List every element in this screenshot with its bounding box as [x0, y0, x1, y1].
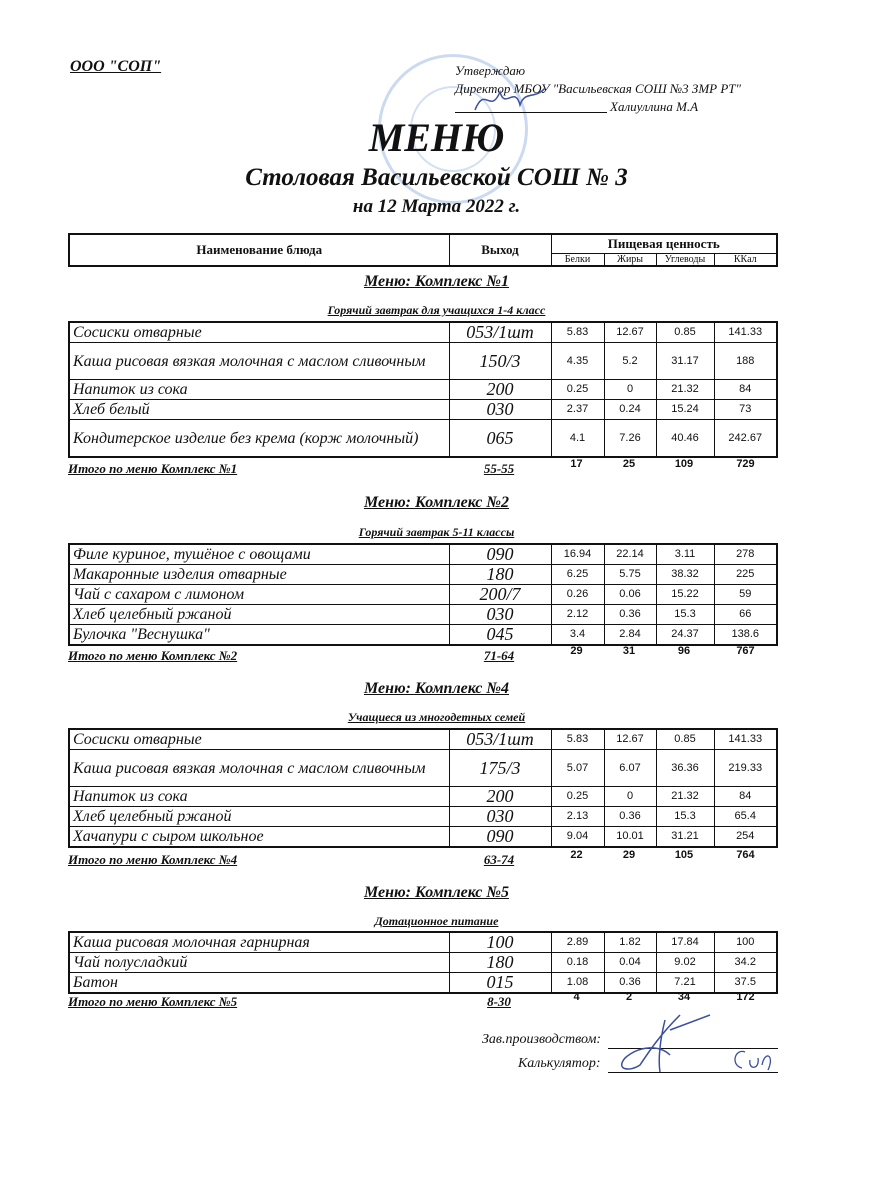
dish-protein: 0.18 — [551, 953, 604, 973]
dish-protein: 5.83 — [551, 322, 604, 343]
table-row — [69, 807, 777, 827]
dish-name: Кондитерское изделие без крема (корж молочный) — [69, 420, 449, 458]
dish-fat: 0 — [604, 787, 656, 807]
table-row — [69, 343, 777, 380]
dish-fat: 5.2 — [604, 343, 656, 380]
dish-fat: 0.06 — [604, 585, 656, 605]
dish-fat: 22.14 — [604, 544, 656, 565]
dish-fat: 2.84 — [604, 625, 656, 646]
director-title: Директор МБОУ "Васильевская СОШ №3 ЗМР РТ" — [455, 81, 741, 96]
total-output: 71-64 — [483, 648, 515, 663]
dish-kcal: 254 — [714, 827, 777, 848]
dish-fat: 0 — [604, 380, 656, 400]
dish-carbs: 31.21 — [656, 827, 714, 848]
dish-protein: 4.1 — [551, 420, 604, 458]
total-carbs: 34 — [677, 991, 691, 1003]
signatures-handwriting — [600, 1010, 780, 1080]
section-subtitle: Дотационное питание — [374, 914, 499, 928]
total-kcal: 729 — [736, 458, 755, 470]
dish-fat: 6.07 — [604, 750, 656, 787]
table-row — [69, 380, 777, 400]
dish-name: Макаронные изделия отварные — [69, 565, 449, 585]
dish-carbs: 36.36 — [656, 750, 714, 787]
dish-output: 150/3 — [449, 343, 551, 380]
total-kcal: 764 — [736, 849, 755, 861]
table-row — [69, 322, 777, 343]
total-fat: 29 — [622, 849, 636, 861]
dish-kcal: 73 — [714, 400, 777, 420]
total-protein: 17 — [570, 458, 583, 470]
dish-carbs: 24.37 — [656, 625, 714, 646]
dishes-table — [68, 543, 778, 646]
table-row — [69, 544, 777, 565]
table-row — [69, 953, 777, 973]
section-total — [68, 645, 778, 664]
dish-output: 030 — [449, 605, 551, 625]
dish-kcal: 225 — [714, 565, 777, 585]
dish-protein: 4.35 — [551, 343, 604, 380]
dish-fat: 7.26 — [604, 420, 656, 458]
table-row — [69, 625, 777, 646]
total-protein: 4 — [573, 991, 580, 1003]
dish-fat: 5.75 — [604, 565, 656, 585]
page-title: МЕНЮ — [368, 115, 505, 160]
dish-output: 200 — [449, 787, 551, 807]
dish-output: 200/7 — [449, 585, 551, 605]
dish-name: Чай с сахаром с лимоном — [69, 585, 449, 605]
dish-carbs: 7.21 — [656, 973, 714, 994]
approval-label: Утверждаю — [455, 63, 526, 78]
total-fat: 25 — [622, 458, 636, 470]
dish-kcal: 66 — [714, 605, 777, 625]
section-title: Меню: Комплекс №1 — [363, 273, 510, 290]
total-carbs: 105 — [674, 849, 694, 861]
dish-protein: 6.25 — [551, 565, 604, 585]
dish-carbs: 15.24 — [656, 400, 714, 420]
dish-carbs: 9.02 — [656, 953, 714, 973]
dishes-table — [68, 321, 778, 458]
dish-protein: 0.25 — [551, 380, 604, 400]
total-kcal: 767 — [736, 645, 755, 657]
dish-protein: 1.08 — [551, 973, 604, 994]
dish-protein: 2.13 — [551, 807, 604, 827]
dish-output: 180 — [449, 953, 551, 973]
dish-name: Хлеб целебный ржаной — [69, 605, 449, 625]
header-protein: Белки — [551, 254, 604, 267]
total-label: Итого по меню Комплекс №4 — [68, 852, 238, 867]
section-subtitle: Горячий завтрак 5-11 классы — [358, 525, 515, 539]
header-fat: Жиры — [604, 254, 656, 267]
dish-output: 180 — [449, 565, 551, 585]
dish-protein: 0.26 — [551, 585, 604, 605]
dish-output: 065 — [449, 420, 551, 458]
total-fat: 2 — [625, 991, 633, 1003]
dish-carbs: 38.32 — [656, 565, 714, 585]
dish-carbs: 40.46 — [656, 420, 714, 458]
section-title: Меню: Комплекс №2 — [363, 494, 510, 511]
dish-protein: 2.89 — [551, 932, 604, 953]
dish-carbs: 31.17 — [656, 343, 714, 380]
dish-output: 090 — [449, 827, 551, 848]
dish-name: Хачапури с сыром школьное — [69, 827, 449, 848]
total-label: Итого по меню Комплекс №5 — [68, 994, 238, 1009]
dish-name: Чай полусладкий — [69, 953, 449, 973]
dish-protein: 2.12 — [551, 605, 604, 625]
dish-output: 200 — [449, 380, 551, 400]
dish-kcal: 37.5 — [714, 973, 777, 994]
dish-output: 053/1шт — [449, 322, 551, 343]
dish-carbs: 21.32 — [656, 787, 714, 807]
total-protein: 29 — [570, 645, 583, 657]
dish-output: 015 — [449, 973, 551, 994]
dish-name: Каша рисовая вязкая молочная с маслом сливочным — [69, 750, 449, 787]
dish-fat: 10.01 — [604, 827, 656, 848]
dish-kcal: 141.33 — [714, 322, 777, 343]
dish-kcal: 242.67 — [714, 420, 777, 458]
total-kcal: 172 — [736, 991, 755, 1003]
table-row — [69, 729, 777, 750]
dish-protein: 5.83 — [551, 729, 604, 750]
dish-output: 030 — [449, 400, 551, 420]
dish-kcal: 219.33 — [714, 750, 777, 787]
section-subtitle: Учащиеся из многодетных семей — [347, 710, 526, 724]
dish-kcal: 84 — [714, 787, 777, 807]
dish-output: 175/3 — [449, 750, 551, 787]
dish-name: Булочка "Веснушка" — [69, 625, 449, 646]
dish-fat: 12.67 — [604, 729, 656, 750]
dish-kcal: 59 — [714, 585, 777, 605]
dish-fat: 0.04 — [604, 953, 656, 973]
total-label: Итого по меню Комплекс №1 — [68, 461, 238, 476]
organization-name: ООО "СОП" — [70, 58, 162, 75]
production-label: Зав.производством: — [482, 1032, 602, 1047]
dishes-table — [68, 728, 778, 848]
dish-carbs: 21.32 — [656, 380, 714, 400]
total-fat: 31 — [622, 645, 636, 657]
dish-carbs: 15.3 — [656, 605, 714, 625]
dish-protein: 16.94 — [551, 544, 604, 565]
dish-carbs: 15.22 — [656, 585, 714, 605]
header-kcal: ККал — [714, 254, 777, 267]
calculator-label: Калькулятор: — [518, 1056, 601, 1071]
dish-fat: 0.24 — [604, 400, 656, 420]
dish-fat: 1.82 — [604, 932, 656, 953]
dish-name: Филе куриное, тушёное с овощами — [69, 544, 449, 565]
dish-fat: 12.67 — [604, 322, 656, 343]
table-row — [69, 750, 777, 787]
dish-name: Хлеб белый — [69, 400, 449, 420]
dish-protein: 5.07 — [551, 750, 604, 787]
dish-kcal: 138.6 — [714, 625, 777, 646]
dish-fat: 0.36 — [604, 973, 656, 994]
total-carbs: 109 — [674, 458, 694, 470]
header-output: Выход — [449, 234, 551, 266]
dish-output: 030 — [449, 807, 551, 827]
dish-carbs: 3.11 — [656, 544, 714, 565]
dish-name: Хлеб целебный ржаной — [69, 807, 449, 827]
total-output: 55-55 — [483, 461, 515, 476]
dish-carbs: 15.3 — [656, 807, 714, 827]
director-name: Халиуллина М.А — [610, 99, 699, 114]
dish-output: 090 — [449, 544, 551, 565]
dish-kcal: 188 — [714, 343, 777, 380]
header-carbs: Углеводы — [656, 254, 714, 267]
table-row — [69, 932, 777, 953]
header-nutrition: Пищевая ценность — [551, 234, 777, 254]
dish-output: 045 — [449, 625, 551, 646]
section-total — [68, 458, 778, 477]
dish-fat: 0.36 — [604, 807, 656, 827]
section-total — [68, 849, 778, 868]
table-row — [69, 787, 777, 807]
total-carbs: 96 — [677, 645, 691, 657]
table-row — [69, 565, 777, 585]
dish-carbs: 17.84 — [656, 932, 714, 953]
dish-output: 100 — [449, 932, 551, 953]
dish-name: Сосиски отварные — [69, 322, 449, 343]
dish-kcal: 65.4 — [714, 807, 777, 827]
dish-name: Напиток из сока — [69, 787, 449, 807]
dish-output: 053/1шт — [449, 729, 551, 750]
table-row — [69, 605, 777, 625]
table-row — [69, 973, 777, 994]
table-row — [69, 585, 777, 605]
table-row — [69, 400, 777, 420]
total-protein: 22 — [570, 849, 583, 861]
column-header-table — [68, 233, 778, 267]
dish-fat: 0.36 — [604, 605, 656, 625]
dish-kcal: 100 — [714, 932, 777, 953]
dish-protein: 0.25 — [551, 787, 604, 807]
dish-kcal: 34.2 — [714, 953, 777, 973]
table-row — [69, 827, 777, 848]
dish-name: Батон — [69, 973, 449, 994]
dish-name: Каша рисовая молочная гарнирная — [69, 932, 449, 953]
dish-protein: 3.4 — [551, 625, 604, 646]
table-row — [69, 420, 777, 458]
section-total — [68, 991, 778, 1010]
section-title: Меню: Комплекс №5 — [363, 884, 510, 901]
section-subtitle: Горячий завтрак для учащихся 1-4 класс — [327, 303, 546, 317]
menu-date: на 12 Марта 2022 г. — [352, 196, 521, 217]
dish-name: Напиток из сока — [69, 380, 449, 400]
page-subtitle: Столовая Васильевской СОШ № 3 — [245, 164, 628, 191]
total-output: 63-74 — [483, 852, 515, 867]
dish-carbs: 0.85 — [656, 729, 714, 750]
dish-carbs: 0.85 — [656, 322, 714, 343]
dish-kcal: 278 — [714, 544, 777, 565]
dish-kcal: 141.33 — [714, 729, 777, 750]
dish-name: Сосиски отварные — [69, 729, 449, 750]
section-title: Меню: Комплекс №4 — [363, 680, 510, 697]
dish-protein: 9.04 — [551, 827, 604, 848]
header-name: Наименование блюда — [69, 234, 449, 266]
dishes-table — [68, 931, 778, 994]
total-label: Итого по меню Комплекс №2 — [68, 648, 238, 663]
dish-protein: 2.37 — [551, 400, 604, 420]
dish-kcal: 84 — [714, 380, 777, 400]
total-output: 8-30 — [487, 994, 511, 1009]
dish-name: Каша рисовая вязкая молочная с маслом сливочным — [69, 343, 449, 380]
